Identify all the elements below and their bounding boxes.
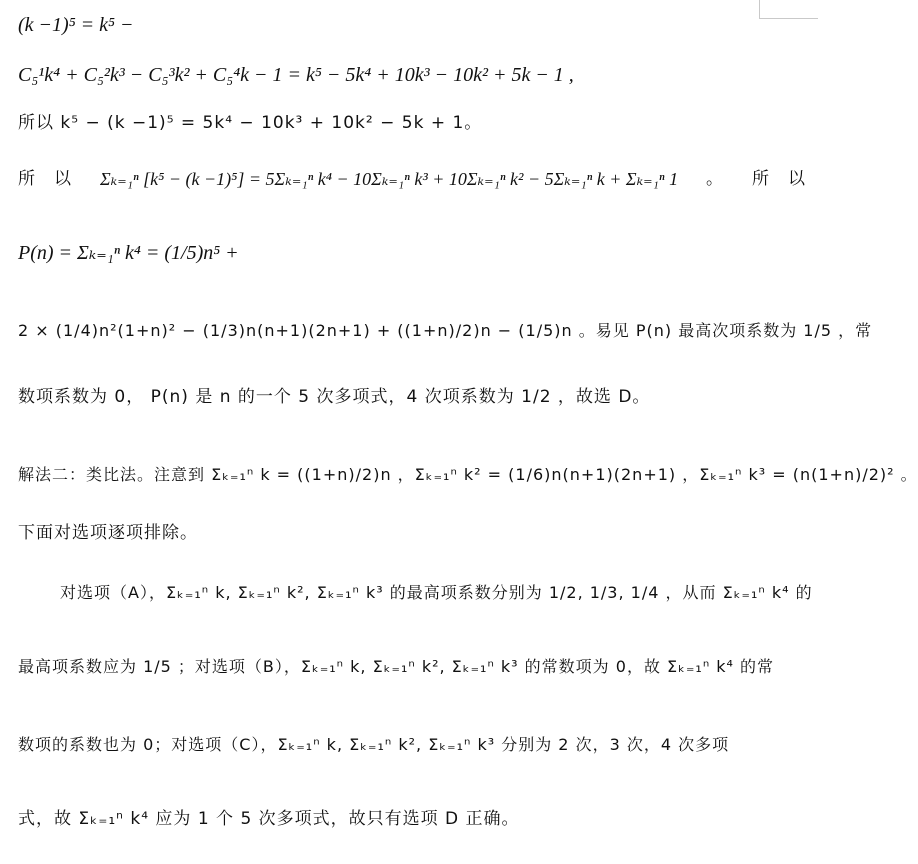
text-option-a: 对选项（A），Σₖ₌₁ⁿ k, Σₖ₌₁ⁿ k², Σₖ₌₁ⁿ k³ 的最高项系数分别为 1/2, 1/3, 1/4 ，从而 Σₖ₌₁ⁿ k⁴ 的	[60, 583, 813, 602]
formula-p-of-n: P(n) = Σₖ₌₁ⁿ k⁴ = (1/5)n⁵ +	[18, 242, 239, 264]
text-option-c: 数项的系数也为 0；对选项（C），Σₖ₌₁ⁿ k, Σₖ₌₁ⁿ k², Σₖ₌₁ⁿ k³ 分别为 2 次，3 次，4 次多项	[18, 735, 730, 754]
label-so-left: 所 以	[18, 169, 72, 189]
formula-summation-identity: Σₖ₌₁ⁿ [k⁵ − (k −1)⁵] = 5Σₖ₌₁ⁿ k⁴ − 10Σₖ₌₁ⁿ k³ + 10Σₖ₌₁ⁿ k² − 5Σₖ₌₁ⁿ k + Σₖ₌₁ⁿ 1	[99, 169, 679, 189]
text-method-two: 解法二：类比法。注意到 Σₖ₌₁ⁿ k = ((1+n)/2)n ，Σₖ₌₁ⁿ k² = (1/6)n(n+1)(2n+1) ，Σₖ₌₁ⁿ k³ = (n(1+n)/2)² 。	[18, 465, 918, 484]
label-so-right: 所 以	[751, 169, 806, 189]
punct-period: 。	[706, 169, 725, 189]
text-eliminate-options: 下面对选项逐项排除。	[18, 523, 198, 543]
text-conclusion: 式，故 Σₖ₌₁ⁿ k⁴ 应为 1 个 5 次多项式，故只有选项 D 正确。	[18, 809, 520, 829]
row-summation-identity	[18, 166, 806, 192]
text-option-b: 最高项系数应为 1/5 ；对选项（B），Σₖ₌₁ⁿ k, Σₖ₌₁ⁿ k², Σₖ₌₁ⁿ k³ 的常数项为 0，故 Σₖ₌₁ⁿ k⁴ 的常	[18, 657, 775, 676]
text-constant-term: 数项系数为 0， P(n) 是 n 的一个 5 次多项式，4 次项系数为 1/2 ，故选 D。	[18, 387, 651, 407]
text-so-difference: 所以 k⁵ − (k −1)⁵ = 5k⁴ − 10k³ + 10k² − 5k + 1。	[18, 113, 483, 133]
formula-binomial-expansion: C₅¹k⁴ + C₅²k³ − C₅³k² + C₅⁴k − 1 = k⁵ − 5k⁴ + 10k³ − 10k² + 5k − 1 ,	[18, 64, 574, 86]
formula-expansion-start: (k −1)⁵ = k⁵ −	[18, 14, 134, 36]
text-p-of-n-expansion: 2 × (1/4)n²(1+n)² − (1/3)n(n+1)(2n+1) + ((1+n)/2)n − (1/5)n 。易见 P(n) 最高次项系数为 1/5 ，常	[18, 321, 873, 340]
